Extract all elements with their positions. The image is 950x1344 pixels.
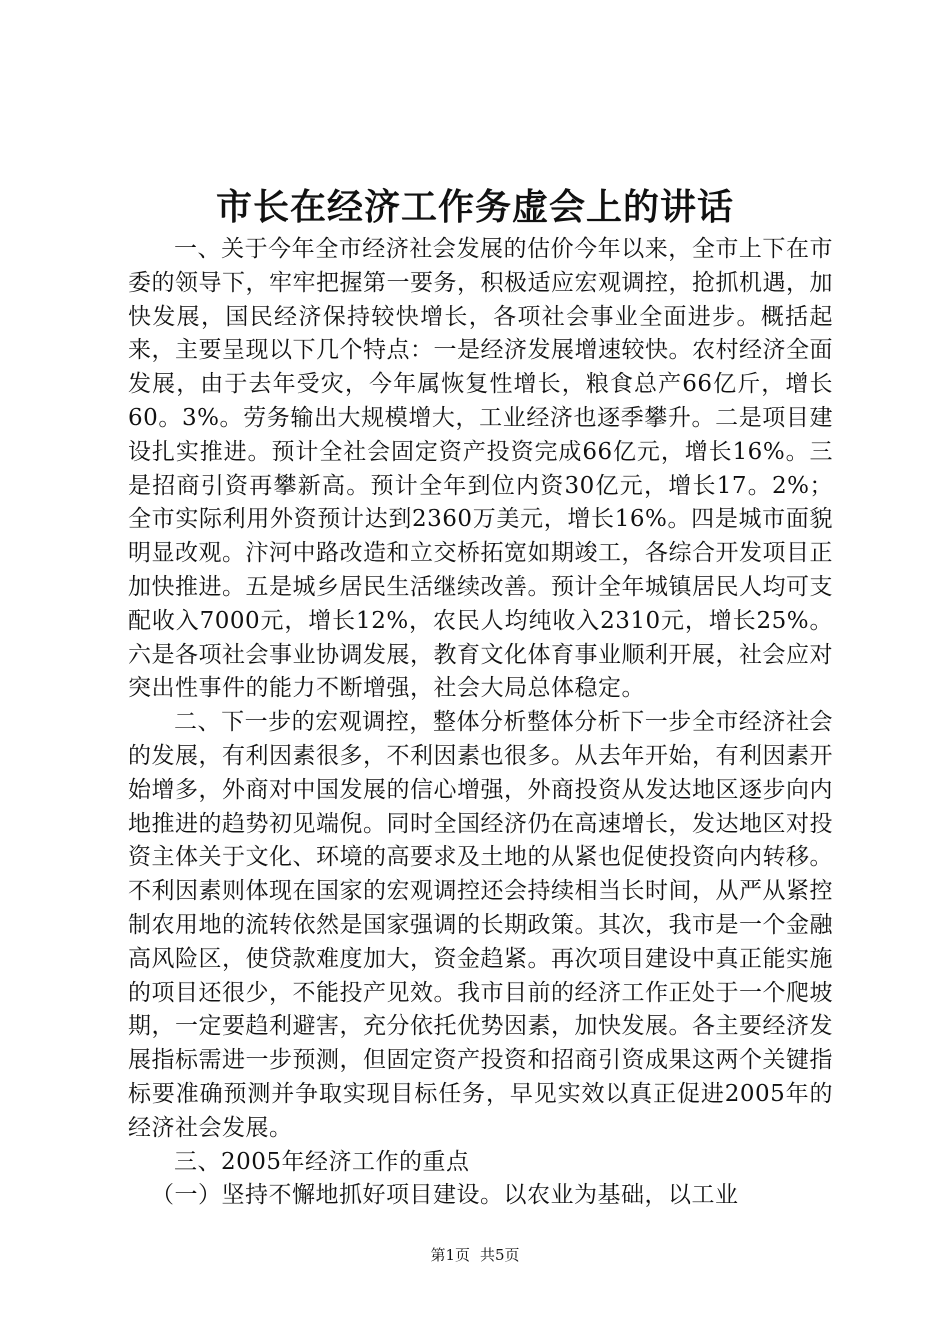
page-total: 共5页: [480, 1246, 520, 1264]
page-footer: [0, 1244, 950, 1266]
paragraph-section-1: 一、关于今年全市经济社会发展的估价今年以来，全市上下在市委的领导下，牢牢把握第一要务，积极适应宏观调控，抢抓机遇，加快发展，国民经济保持较快增长，各项社会事业全面进步。概括起来，主要呈现以下几个特点：一是经济发展增速较快。农村经济全面发展，由于去年受灾，今年属恢复性增长，粮食总产66亿斤，增长60。3%。劳务输出大规模增大，工业经济也逐季攀升。二是项目建设扎实推进。预计全社会固定资产投资完成66亿元，增长16%。三是招商引资再攀新高。预计全年到位内资30亿元，增长17。2%；全市实际利用外资预计达到2360万美元，增长16%。四是城市面貌明显改观。汴河中路改造和立交桥拓宽如期竣工，各综合开发项目正加快推进。五是城乡居民生活继续改善。预计全年城镇居民人均可支配收入7000元，增长12%，农民人均纯收入2310元，增长25%。六是各项社会事业协调发展，教育文化体育事业顺利开展，社会应对突出性事件的能力不断增强，社会大局总体稳定。: [128, 236, 833, 702]
heading-section-3: 三、2005年经济工作的重点: [174, 1148, 470, 1175]
paragraph-section-2: 二、下一步的宏观调控，整体分析整体分析下一步全市经济社会的发展，有利因素很多，不利因素也很多。从去年开始，有利因素开始增多，外商对中国发展的信心增强，外商投资从发达地区逐步向内地推进的趋势初见端倪。同时全国经济仍在高速增长，发达地区对投资主体关于文化、环境的高要求及土地的从紧也促使投资向内转移。不利因素则体现在国家的宏观调控还会持续相当长时间，从严从紧控制农用地的流转依然是国家强调的长期政策。其次，我市是一个金融高风险区，使贷款难度加大，资金趋紧。再次项目建设中真正能实施的项目还很少，不能投产见效。我市目前的经济工作正处于一个爬坡期，一定要趋利避害，充分依托优势因素，加快发展。各主要经济发展指标需进一步预测，但固定资产投资和招商引资成果这两个关键指标要准确预测并争取实现目标任务，早见实效以真正促进2005年的经济社会发展。: [128, 709, 833, 1141]
page-number: 第1页: [430, 1246, 470, 1264]
paragraph-item-1: （一）坚持不懈地抓好项目建设。以农业为基础，以工业: [151, 1182, 739, 1209]
document-title: 市长在经济工作务虚会上的讲话: [215, 186, 734, 228]
document-body: [128, 233, 833, 1213]
